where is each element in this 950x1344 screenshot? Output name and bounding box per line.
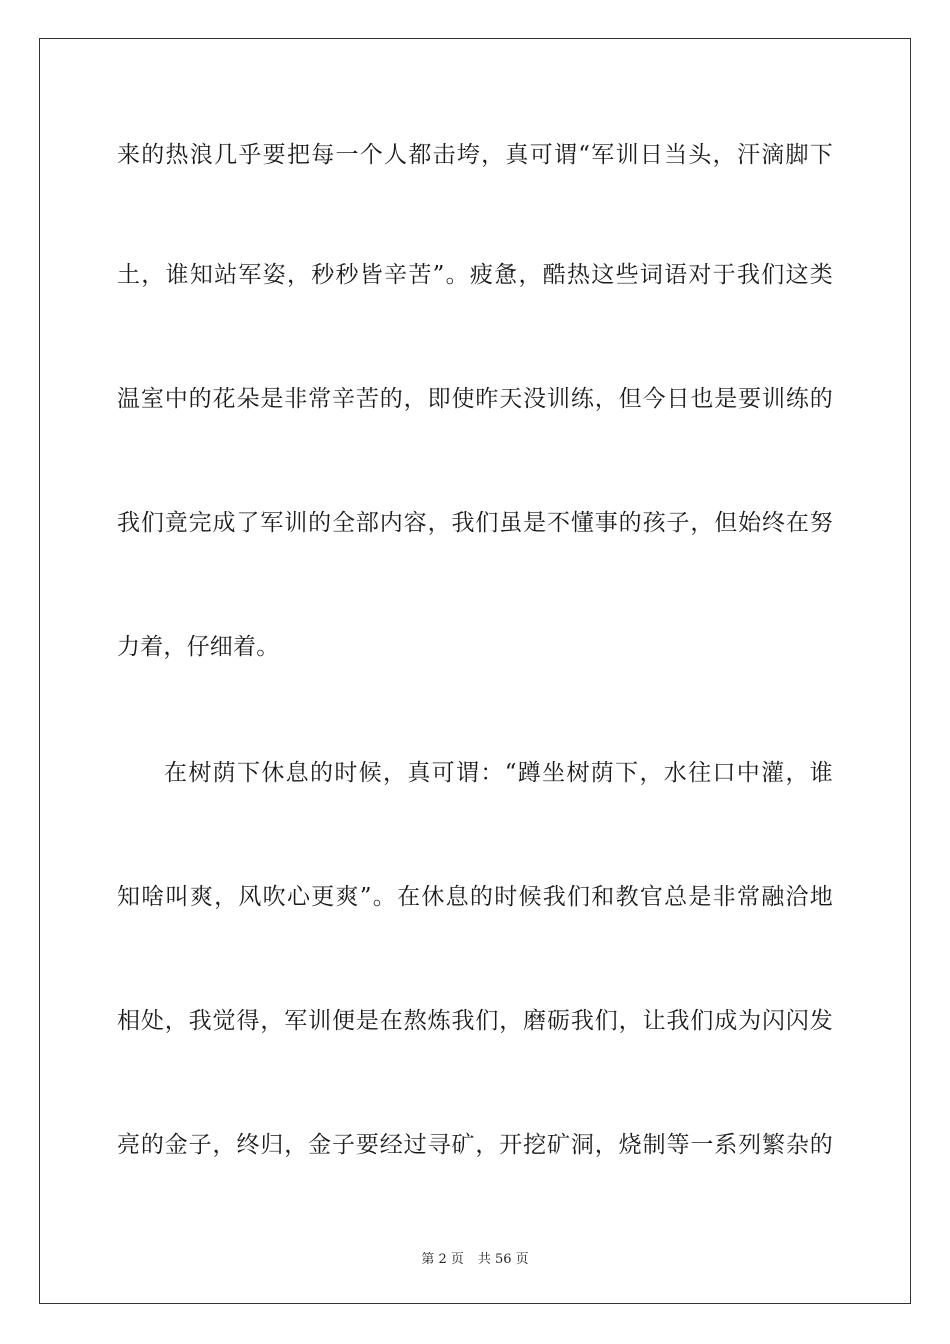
page-border	[39, 38, 911, 1304]
body-text-line: 温室中的花朵是非常辛苦的，即使昨天没训练，但今日也是要训练的	[117, 386, 833, 412]
body-text-line: 相处，我觉得，军训便是在熬炼我们，磨砺我们，让我们成为闪闪发	[117, 1008, 833, 1034]
body-text-line: 知啥叫爽，风吹心更爽”。在休息的时候我们和教官总是非常融洽地	[117, 884, 833, 910]
total-pages: 共 56 页	[477, 1252, 529, 1267]
body-text-line: 我们竟完成了军训的全部内容，我们虽是不懂事的孩子，但始终在努	[117, 510, 833, 536]
body-text-line: 土，谁知站军姿，秒秒皆辛苦”。疲惫，酷热这些词语对于我们这类	[117, 262, 833, 288]
page-number: 第 2 页	[421, 1252, 464, 1267]
body-text-line: 亮的金子，终归，金子要经过寻矿，开挖矿洞，烧制等一系列繁杂的	[117, 1132, 833, 1158]
page-footer	[0, 1248, 950, 1267]
paragraph-first-line: 在树荫下休息的时候，真可谓：“蹲坐树荫下，水往口中灌，谁	[164, 760, 833, 786]
body-text-line: 来的热浪几乎要把每一个人都击垮，真可谓“军训日当头，汗滴脚下	[117, 142, 833, 168]
body-text-line: 力着，仔细着。	[117, 634, 280, 660]
